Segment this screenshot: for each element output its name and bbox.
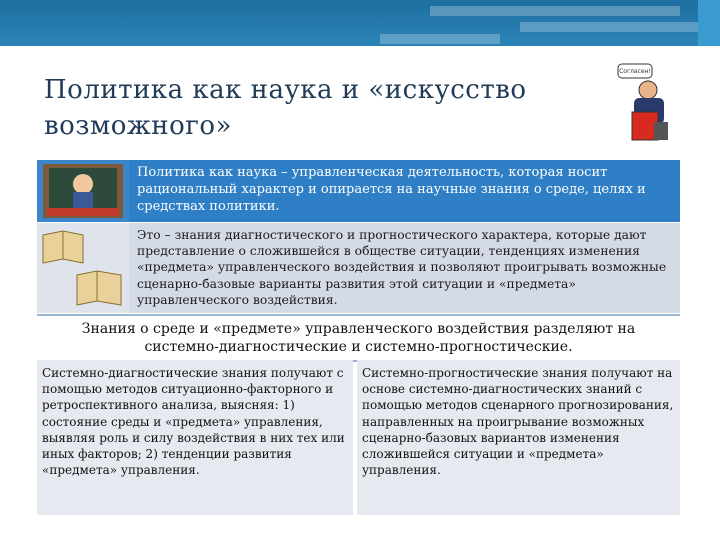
slide-title: Политика как наука и «искусство возможного» [44,75,527,141]
prognostic-column [357,360,680,515]
definition-row [37,160,680,222]
cartoon-speech-bubble: Согласен! [619,68,651,75]
knowledge-row [37,223,680,313]
divider-text: Знания о среде и «предмете» управленческого воздействия разделяют на системно-диагностические и системно-прогностические. [81,321,636,355]
diagnostic-column [37,360,353,515]
divider-statement [37,314,680,362]
top-banner [0,0,720,46]
books-icons [37,223,129,313]
knowledge-text: Это – знания диагностического и прогностического характера, которые дают представление о сложившейся в обществе ситуации, тенденциях изменения «предмета» управленческого воздействия и позволяют проигрывать возможные сценарно-базовые варианты развития этой ситуации и «предмета» управленческого воздействия. [137,228,667,307]
diagnostic-text: Системно-диагностические знания получают с помощью методов ситуационно-факторного и ретроспективного анализа, выясняя: 1) состояние среды и «предмета» управления, выявляя роль и силу воздействия в них тех или иных факторов; 2) тенденции развития «предмета» управления. [42,366,345,478]
professor-icon [37,160,129,222]
definition-text: Политика как наука – управленческая деятельность, которая носит рациональный характер и опирается на научные знания о среде, целях и средствах политики. [137,165,646,214]
prognostic-text: Системно-прогностические знания получают на основе системно-диагностических знаний с помощью методов сценарного прогнозирования, направленных на проигрывание возможных сценарно-базовых вариантов изменения сложившейся ситуации и «предмета» управления. [362,366,674,478]
book-icon [77,271,121,305]
banner-stripes [0,0,720,46]
banner-corner [698,0,720,46]
book-icon [43,231,83,263]
politician-cartoon [610,62,680,146]
